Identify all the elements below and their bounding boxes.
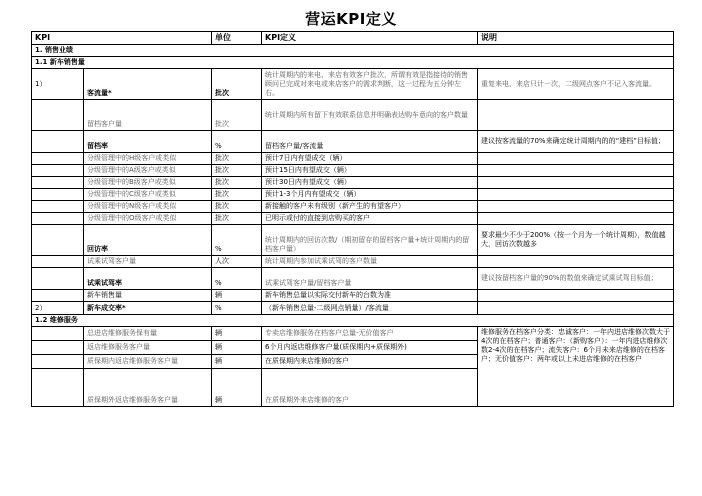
- kpi-note: [478, 201, 674, 213]
- kpi-name: 总进店维修服务保有量: [84, 327, 212, 341]
- table-row: [32, 69, 674, 100]
- kpi-note: [478, 256, 674, 268]
- kpi-unit: 辆: [212, 327, 262, 341]
- header-kpi: KPI: [32, 32, 212, 45]
- kpi-definition: 专卖店维修服务在档客户总量-无价值客户: [262, 327, 478, 341]
- section-title: 1. 销售业绩: [32, 45, 674, 57]
- kpi-name: 新车成交率*: [84, 302, 212, 315]
- kpi-name: 客流量*: [84, 69, 212, 100]
- kpi-name: 返店维修服务客户量: [84, 341, 212, 355]
- kpi-definition: 预计15日内有望成交（辆）: [262, 165, 478, 177]
- header-row: [32, 32, 674, 45]
- kpi-definition: （新车销售总量-二级网点销量）/客流量: [262, 302, 478, 315]
- kpi-name: 试乘试驾客户量: [84, 256, 212, 268]
- table-row: [32, 189, 674, 201]
- kpi-note: [478, 213, 674, 225]
- kpi-name: 分级管理中的B级客户或类似: [84, 177, 212, 189]
- kpi-name: 分级管理中的O级客户或类似: [84, 213, 212, 225]
- kpi-note: [478, 302, 674, 315]
- kpi-definition: 预计7日内有望成交（辆）: [262, 153, 478, 165]
- kpi-table: [31, 31, 674, 407]
- header-unit: 单位: [212, 32, 262, 45]
- kpi-definition: 新接触的客户未有级别（新产生的有望客户）: [262, 201, 478, 213]
- kpi-definition: 新车销售总量以实际交付新车的台数为准: [262, 290, 478, 302]
- table-row: [32, 327, 674, 341]
- kpi-definition: 在质保期外来店维修的客户: [262, 369, 478, 407]
- kpi-name: 质保期外返店维修服务客户量: [84, 369, 212, 407]
- page-title: 营运KPI定义: [305, 10, 397, 28]
- kpi-name: 留档率: [84, 131, 212, 153]
- kpi-definition: 统计周期内的回访次数/（期初留存的留档客户量+统计周期内的留档客户量）: [262, 225, 478, 256]
- table-row: [32, 302, 674, 315]
- table-row: [32, 177, 674, 189]
- kpi-note: [478, 290, 674, 302]
- table-row: [32, 201, 674, 213]
- kpi-definition: 统计周期内所有留下有效联系信息并明确表达购车意向的客户数量: [262, 100, 478, 131]
- kpi-name: 留档客户量: [84, 100, 212, 131]
- kpi-definition: 统计周期内的来电、来店有效客户批次，所谓有效是指接待的销售顾问已完成对来电或来店客户的需求判断，这一过程为五分钟左右。: [262, 69, 478, 100]
- table-row: [32, 153, 674, 165]
- table-row: [32, 225, 674, 256]
- kpi-note: 重复来电、来店只计一次，二级网点客户不记入客流量。: [478, 69, 674, 100]
- kpi-name: 质保期内返店维修服务客户量: [84, 355, 212, 369]
- kpi-unit: 辆: [212, 369, 262, 407]
- kpi-unit: %: [212, 302, 262, 315]
- kpi-unit: 批次: [212, 165, 262, 177]
- kpi-unit: %: [212, 131, 262, 153]
- table-row: [32, 131, 674, 153]
- kpi-unit: 批次: [212, 100, 262, 131]
- kpi-name: 分级管理中的A级客户或类似: [84, 165, 212, 177]
- section-title: 1.1 新车销售量: [32, 57, 674, 69]
- section-title: 1.2 维修服务: [32, 315, 674, 327]
- kpi-unit: 批次: [212, 177, 262, 189]
- kpi-definition: 留档客户量/客流量: [262, 131, 478, 153]
- table-row: [32, 100, 674, 131]
- kpi-note: 要求最少不少于200%（按一个月为一个统计周期），数值越大，回访次数越多: [478, 225, 674, 256]
- kpi-unit: %: [212, 268, 262, 290]
- kpi-note: 建议按留档客户量的90%的数值来确定试乘试驾目标值；: [478, 268, 674, 290]
- kpi-note: 建议按客流量的70%来确定统计周期内的的“建档”目标值；: [478, 131, 674, 153]
- kpi-unit: 辆: [212, 290, 262, 302]
- kpi-name: 回访率: [84, 225, 212, 256]
- kpi-note: [478, 165, 674, 177]
- table-row: [32, 213, 674, 225]
- table-row: [32, 290, 674, 302]
- kpi-unit: 批次: [212, 201, 262, 213]
- kpi-definition: 已明示或付的直接到店购买的客户: [262, 213, 478, 225]
- kpi-name: 分级管理中的N级客户或类似: [84, 201, 212, 213]
- table-row: [32, 165, 674, 177]
- kpi-name: 分级管理中的C级客户或类似: [84, 189, 212, 201]
- kpi-definition: 在质保期内来店维修的客户: [262, 355, 478, 369]
- kpi-note: [478, 177, 674, 189]
- kpi-definition: 6个月内返店维修客户量(质保期内+质保期外): [262, 341, 478, 355]
- table-row: [32, 256, 674, 268]
- kpi-definition: 预计1-3个月内有望成交（辆）: [262, 189, 478, 201]
- kpi-name: 分级管理中的H级客户或类似: [84, 153, 212, 165]
- kpi-name: 新车销售量: [84, 290, 212, 302]
- kpi-name: 试乘试驾率: [84, 268, 212, 290]
- table-row: [32, 268, 674, 290]
- kpi-unit: 辆: [212, 341, 262, 355]
- section-row: [32, 45, 674, 57]
- kpi-unit: %: [212, 225, 262, 256]
- header-note: 说明: [478, 32, 674, 45]
- kpi-unit: 辆: [212, 355, 262, 369]
- kpi-definition: 统计周期内参加试乘试驾的客户数量: [262, 256, 478, 268]
- kpi-unit: 批次: [212, 153, 262, 165]
- kpi-unit: 批次: [212, 189, 262, 201]
- kpi-definition: 预计30日内有望成交（辆）: [262, 177, 478, 189]
- kpi-note: [478, 153, 674, 165]
- kpi-unit: 批次: [212, 213, 262, 225]
- kpi-note: [478, 189, 674, 201]
- kpi-note: [478, 100, 674, 131]
- kpi-definition: 试乘试驾客户量/留档客户量: [262, 268, 478, 290]
- section-row: [32, 315, 674, 327]
- kpi-unit: 人次: [212, 256, 262, 268]
- kpi-note: 维修服务在档客户分类：忠诚客户：一年内进店维修次数大于4次的在档客户；普通客户：（新购客户）：一年内进店维修次数2-4次的在档客户；流失客户：6个月未来店维修的在档客户；无价值客户：两年或以上未进店维修的在档客户: [478, 327, 674, 407]
- row-number: 2）: [32, 302, 84, 315]
- header-definition: KPI定义: [262, 32, 478, 45]
- row-number: 1）: [32, 69, 84, 100]
- section-row: [32, 57, 674, 69]
- kpi-unit: 批次: [212, 69, 262, 100]
